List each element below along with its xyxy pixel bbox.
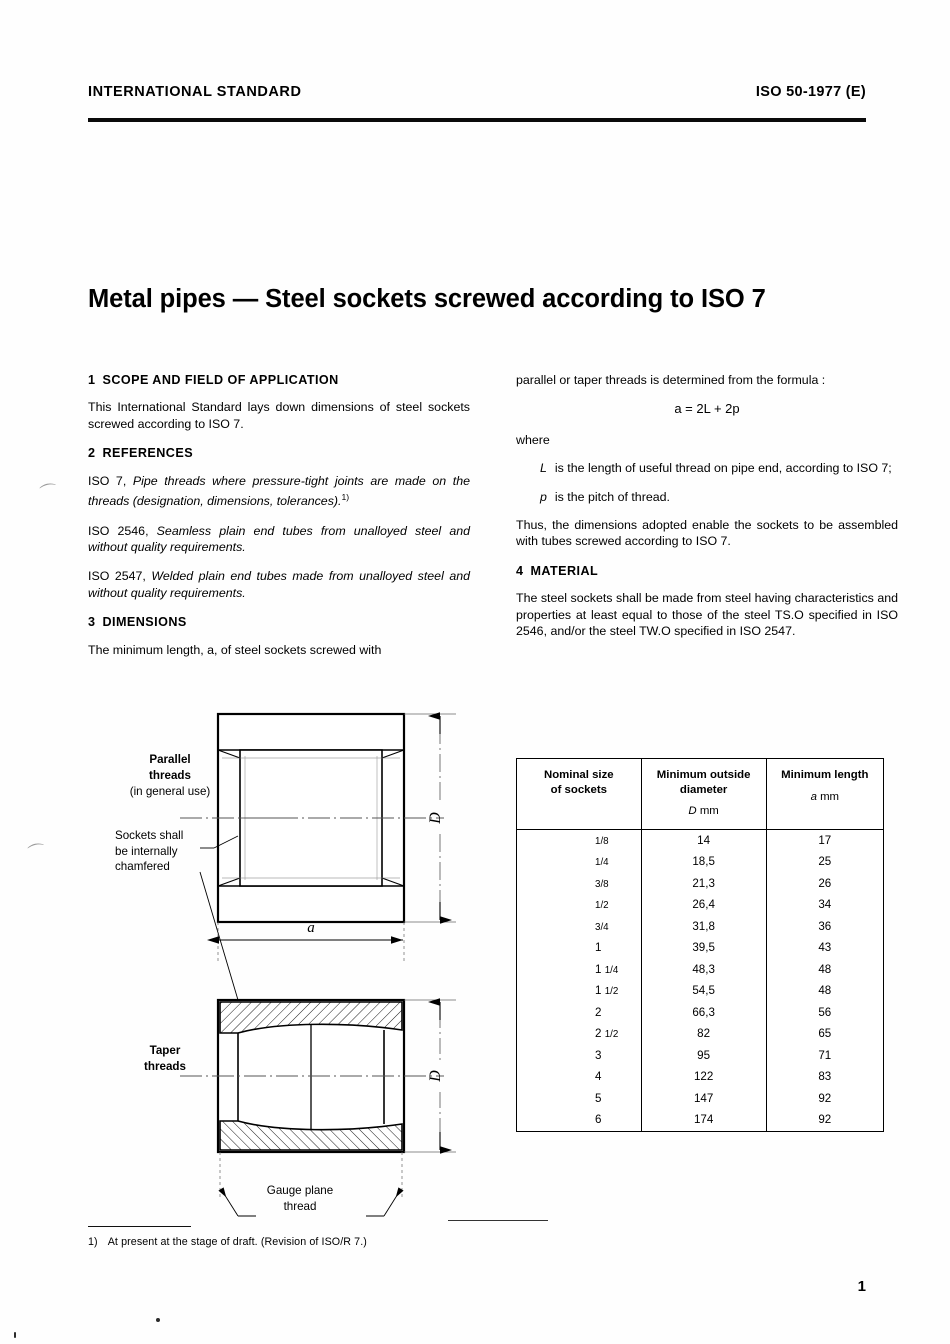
value-length: 83 [818, 1070, 832, 1083]
scan-artifact-mark: ⌒ [38, 481, 60, 504]
header-line-1: Minimum outside [656, 769, 751, 781]
header-standard-type: INTERNATIONAL STANDARD [88, 84, 302, 100]
cell-group-nominal-size [517, 829, 642, 1131]
table-head [517, 759, 884, 830]
left-column [88, 372, 470, 658]
size-whole: 4 [595, 1070, 602, 1083]
section-heading-dimensions [88, 614, 470, 630]
parallel-label-line-2: threads [149, 768, 191, 782]
gauge-label-line-1: Gauge plane [266, 1184, 334, 1197]
section-title-2: REFERENCES [102, 446, 194, 461]
dimensions-closing-paragraph: Thus, the dimensions adopted enable the sockets to be assembled with tubes screwed according to ISO 7. [516, 518, 898, 549]
section-heading-references [88, 445, 470, 461]
section-number-3: 3 [88, 615, 96, 630]
value-diameter: 14 [697, 833, 711, 847]
figure-caption-rule [448, 1220, 548, 1221]
section-title-4: MATERIAL [530, 563, 599, 578]
technical-drawing-figure [88, 700, 488, 1230]
page-title: Metal pipes — Steel sockets screwed according to ISO 7 [88, 285, 766, 314]
size-whole: 2 [595, 1005, 602, 1019]
value-length: 92 [818, 1113, 832, 1126]
value-nominal-size [517, 1002, 641, 1024]
chamfer-note-line-3: chamfered [115, 860, 170, 873]
value-length: 34 [818, 898, 832, 911]
material-paragraph: The steel sockets shall be made from steel having characteristics and properties at least equal to those of the steel TS.O specified in ISO 2546, and/or the steel TW.O specified in ISO 2547. [516, 591, 898, 639]
section-heading-scope [88, 372, 470, 388]
value-diameter: 26,4 [692, 898, 715, 911]
reference-code: ISO 2547, [88, 569, 146, 584]
value-diameter: 82 [697, 1027, 711, 1040]
section-number-4: 4 [516, 563, 524, 578]
section-title-3: DIMENSIONS [102, 615, 187, 630]
scan-artifact-speck [156, 1318, 160, 1322]
value-length: 36 [818, 919, 832, 933]
table-row [517, 829, 884, 1131]
value-nominal-size [517, 1066, 641, 1088]
table-header-row [517, 759, 884, 830]
scan-artifact-speck [14, 1332, 16, 1338]
section-heading-material [516, 563, 898, 579]
size-fraction: 1/4 [595, 857, 609, 868]
value-length: 92 [818, 1091, 832, 1105]
value-length: 71 [818, 1048, 832, 1062]
right-column [516, 372, 898, 639]
header-line-1: Minimum length [781, 769, 869, 781]
reference-item [88, 568, 470, 601]
header-unit-D [646, 804, 762, 819]
value-diameter: 174 [693, 1113, 714, 1126]
taper-label-line-1: Taper [149, 1044, 181, 1057]
cell-group-minimum-length [766, 829, 883, 1131]
dimensions-lead-paragraph: The minimum length, a, of steel sockets screwed with [88, 642, 382, 657]
page-number: 1 [857, 1278, 866, 1295]
dimensions-continued-paragraph: parallel or taper threads is determined from the formula : [516, 373, 826, 387]
value-length: 17 [818, 833, 832, 847]
cell-group-minimum-outside-diameter [641, 829, 766, 1131]
header-line-2: diameter [679, 783, 728, 796]
value-diameter: 31,8 [692, 919, 715, 933]
taper-label-line-2: threads [144, 1059, 186, 1073]
footnote-marker-ref: 1) [341, 492, 350, 503]
size-fraction: 1/4 [604, 964, 619, 976]
unit-symbol-a: a [810, 790, 817, 803]
footnote [88, 1236, 367, 1248]
value-length: 48 [818, 962, 832, 976]
header-unit-a [771, 790, 879, 805]
value-diameter: 48,3 [692, 962, 715, 976]
section-number-2: 2 [88, 446, 96, 461]
value-nominal-size [517, 937, 641, 959]
unit-suffix-mm: mm [696, 805, 719, 817]
value-length: 25 [818, 855, 832, 868]
header-divider-rule [88, 118, 866, 122]
size-fraction: 1/2 [604, 986, 619, 997]
value-diameter: 21,3 [692, 876, 715, 890]
size-whole: 1 [595, 984, 602, 997]
reference-code: ISO 7, [88, 473, 127, 488]
figure-label-general-use: (in general use) [129, 785, 211, 798]
section-number-1: 1 [88, 373, 96, 387]
value-nominal-size [517, 1045, 641, 1067]
size-fraction: 1/2 [595, 900, 609, 911]
size-whole: 1 [595, 962, 602, 976]
reference-title: Pipe threads where pressure-tight joints are made on the threads (designation, dimensions, tolerances). [88, 473, 470, 509]
definition-item [516, 489, 898, 505]
chamfer-note-line-1: Sockets shall [115, 829, 184, 842]
dimension-label-D-lower: D [427, 1070, 444, 1082]
value-diameter: 122 [693, 1070, 714, 1083]
value-nominal-size [517, 1109, 641, 1131]
gauge-label-line-2: thread [283, 1199, 317, 1213]
value-diameter: 18,5 [692, 855, 715, 868]
definition-symbol: p [540, 489, 547, 504]
reference-item [88, 523, 470, 556]
formula-socket-length: a = 2L + 2p [674, 401, 740, 417]
value-diameter: 66,3 [692, 1005, 715, 1019]
scope-paragraph: This International Standard lays down dimensions of steel sockets screwed according to ISO 7. [88, 400, 470, 431]
scan-artifact-mark: ⌒ [26, 841, 48, 864]
reference-title: Seamless plain end tubes from unalloyed steel and without quality requirements. [88, 523, 470, 554]
header-standard-ref: ISO 50-1977 (E) [755, 84, 866, 100]
value-nominal-size [517, 916, 641, 938]
size-whole: 5 [595, 1091, 602, 1105]
unit-suffix-mm: mm [816, 790, 840, 803]
value-nominal-size [517, 894, 641, 916]
value-length: 65 [818, 1027, 832, 1040]
size-whole: 3 [595, 1048, 602, 1062]
value-nominal-size [517, 959, 641, 981]
footnote-separator-rule [88, 1226, 191, 1227]
value-diameter: 39,5 [692, 941, 715, 954]
value-length: 43 [818, 941, 832, 954]
dimension-label-D-upper: D [427, 812, 444, 824]
value-nominal-size [517, 980, 641, 1002]
definition-text: is the pitch of thread. [554, 489, 670, 504]
value-nominal-size [517, 873, 641, 895]
footnote-number: 1) [88, 1236, 98, 1248]
table-body [517, 829, 884, 1131]
dimension-label-a: a [307, 920, 315, 936]
unit-symbol-D: D [688, 805, 697, 817]
definition-symbol: L [540, 461, 547, 476]
section-title-1: SCOPE AND FIELD OF APPLICATION [102, 373, 339, 387]
value-diameter: 147 [693, 1091, 714, 1105]
size-whole: 6 [595, 1113, 602, 1126]
value-nominal-size [517, 830, 641, 852]
column-header-nominal-size [517, 759, 642, 830]
value-nominal-size [517, 851, 641, 873]
chamfer-note-line-2: be internally [115, 844, 178, 858]
parallel-label-line-1: Parallel [149, 753, 191, 766]
reference-code: ISO 2546, [88, 523, 149, 538]
reference-title: Welded plain end tubes made from unalloyed steel and without quality requirements. [88, 569, 470, 600]
column-header-minimum-outside-diameter [641, 759, 766, 830]
value-diameter: 54,5 [692, 984, 715, 997]
value-length: 48 [818, 984, 832, 997]
column-header-minimum-length [766, 759, 883, 830]
value-nominal-size [517, 1023, 641, 1045]
size-fraction: 1/2 [604, 1029, 619, 1040]
value-length: 56 [818, 1005, 832, 1019]
reference-item [88, 473, 470, 510]
value-diameter: 95 [697, 1048, 711, 1062]
size-whole: 1 [595, 941, 602, 954]
size-fraction: 3/8 [595, 878, 609, 890]
size-whole: 2 [595, 1027, 602, 1040]
where-label: where [516, 432, 550, 447]
size-fraction: 3/4 [595, 921, 609, 933]
socket-dimensions-table [516, 758, 884, 1132]
value-length: 26 [818, 876, 832, 890]
page-header [88, 84, 866, 100]
footnote-text: At present at the stage of draft. (Revision of ISO/R 7.) [107, 1236, 367, 1248]
value-nominal-size [517, 1088, 641, 1110]
size-fraction: 1/8 [595, 835, 609, 847]
definition-item [516, 460, 898, 476]
header-line-2: of sockets [550, 783, 607, 796]
socket-cross-section-drawing [88, 700, 488, 1230]
header-line-1: Nominal size [543, 769, 614, 781]
definition-text: is the length of useful thread on pipe end, according to ISO 7; [554, 461, 892, 476]
